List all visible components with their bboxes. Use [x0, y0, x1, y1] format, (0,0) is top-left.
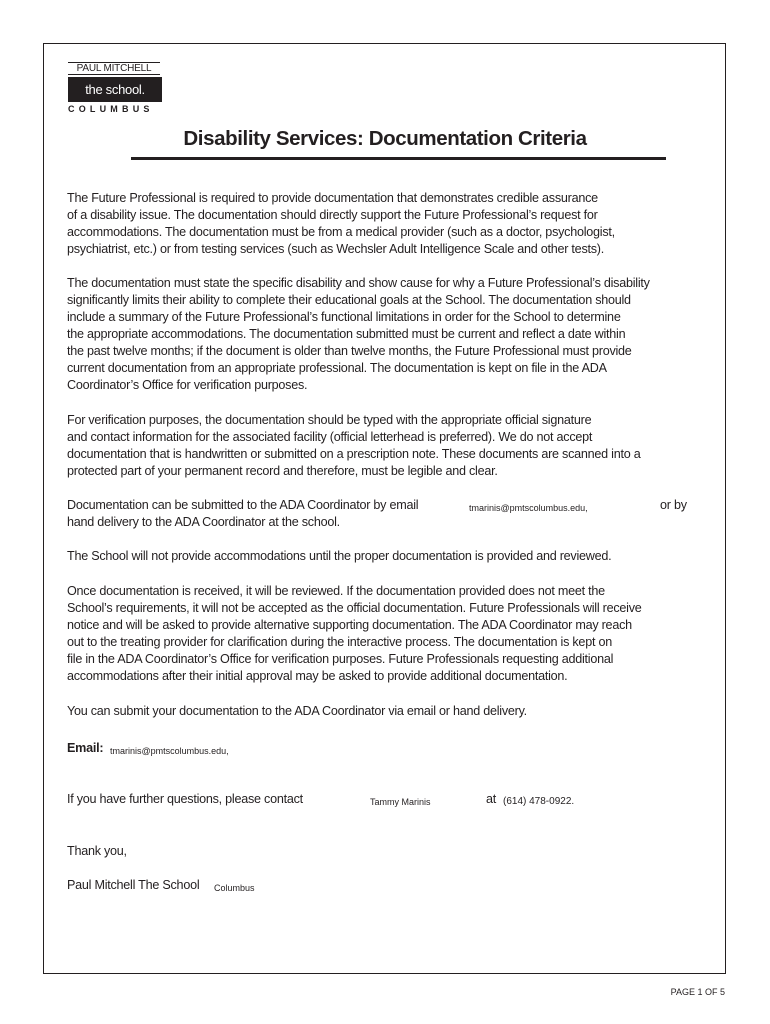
- text-line: accommodations. The documentation must be from a medical provider (such as a doctor, psychologist,: [67, 225, 615, 239]
- text-line: the appropriate accommodations. The documentation submitted must be current and reflect a date within: [67, 327, 626, 341]
- logo-top-text: PAUL MITCHELL: [68, 62, 160, 75]
- text-line: School’s requirements, it will not be accepted as the official documentation. Future Professionals will receive: [67, 601, 642, 615]
- text-line: The documentation must state the specific disability and show cause for why a Future Professional’s disability: [67, 276, 650, 290]
- email-label: Email:: [67, 741, 104, 755]
- paragraph-notice: [67, 548, 697, 565]
- text-line: of a disability issue. The documentation should directly support the Future Professional’s request for: [67, 208, 598, 222]
- text-line: notice and will be asked to provide alternative supporting documentation. The ADA Coordinator may reach: [67, 618, 632, 632]
- submission-prefix: Documentation can be submitted to the ADA Coordinator by email: [67, 498, 419, 512]
- text-line: psychiatrist, etc.) or from testing services (such as Wechsler Adult Intelligence Scale and other tests).: [67, 242, 604, 256]
- text-line: Once documentation is received, it will be reviewed. If the documentation provided does not meet the: [67, 584, 605, 598]
- paragraph-verification: [67, 412, 697, 480]
- text-line: You can submit your documentation to the ADA Coordinator via email or hand delivery.: [67, 704, 527, 718]
- logo-middle-text: the school.: [68, 77, 162, 102]
- text-line: out to the treating provider for clarification during the interactive process. The documentation is kept on: [67, 635, 612, 649]
- submission-line2: hand delivery to the ADA Coordinator at the school.: [67, 515, 340, 529]
- text-line: protected part of your permanent record and therefore, must be legible and clear.: [67, 464, 498, 478]
- signature-location-field[interactable]: Columbus: [214, 883, 255, 893]
- text-line: The School will not provide accommodations until the proper documentation is provided and reviewed.: [67, 549, 612, 563]
- text-line: include a summary of the Future Professional’s functional limitations in order for the School to determine: [67, 310, 621, 324]
- paragraph-requirements: [67, 190, 697, 258]
- text-line: significantly limits their ability to complete their educational goals at the School. The documentation should: [67, 293, 631, 307]
- text-line: For verification purposes, the documentation should be typed with the appropriate official signature: [67, 413, 592, 427]
- contact-at: at: [486, 792, 497, 806]
- submission-suffix: or by: [660, 498, 687, 512]
- closing-thanks: [67, 843, 697, 860]
- paragraph-submit-method: [67, 703, 697, 720]
- text-line: The Future Professional is required to provide documentation that demonstrates credible assurance: [67, 191, 598, 205]
- text-line: current documentation from an appropriate professional. The documentation is kept on file in the ADA: [67, 361, 607, 375]
- contact-prefix: If you have further questions, please contact: [67, 792, 303, 806]
- text-line: Thank you,: [67, 844, 127, 858]
- page-title: Disability Services: Documentation Criteria: [183, 127, 587, 150]
- paragraph-review: [67, 583, 697, 685]
- text-line: accommodations after their initial approval may be asked to provide additional documentation.: [67, 669, 568, 683]
- contact-name-field[interactable]: Tammy Marinis: [370, 797, 431, 807]
- signature-text: Paul Mitchell The School: [67, 878, 200, 892]
- title-underline: [131, 157, 666, 160]
- text-line: documentation that is handwritten or submitted on a prescription note. These documents are scanned into a: [67, 447, 641, 461]
- email-field[interactable]: tmarinis@pmtscolumbus.edu,: [110, 746, 229, 756]
- page-number: PAGE 1 OF 5: [670, 987, 725, 997]
- text-line: file in the ADA Coordinator’s Office for verification purposes. Future Professionals requesting additional: [67, 652, 614, 666]
- text-line: Coordinator’s Office for verification purposes.: [67, 378, 308, 392]
- school-logo: [68, 62, 162, 115]
- paragraph-content: [67, 275, 697, 394]
- contact-phone-field[interactable]: (614) 478-0922.: [503, 796, 575, 807]
- text-line: the past twelve months; if the document is older than twelve months, the Future Professional must provide: [67, 344, 632, 358]
- logo-bottom-text: COLUMBUS: [68, 104, 154, 114]
- text-line: and contact information for the associated facility (official letterhead is preferred). We do not accept: [67, 430, 593, 444]
- submission-email-field[interactable]: tmarinis@pmtscolumbus.edu,: [469, 503, 588, 513]
